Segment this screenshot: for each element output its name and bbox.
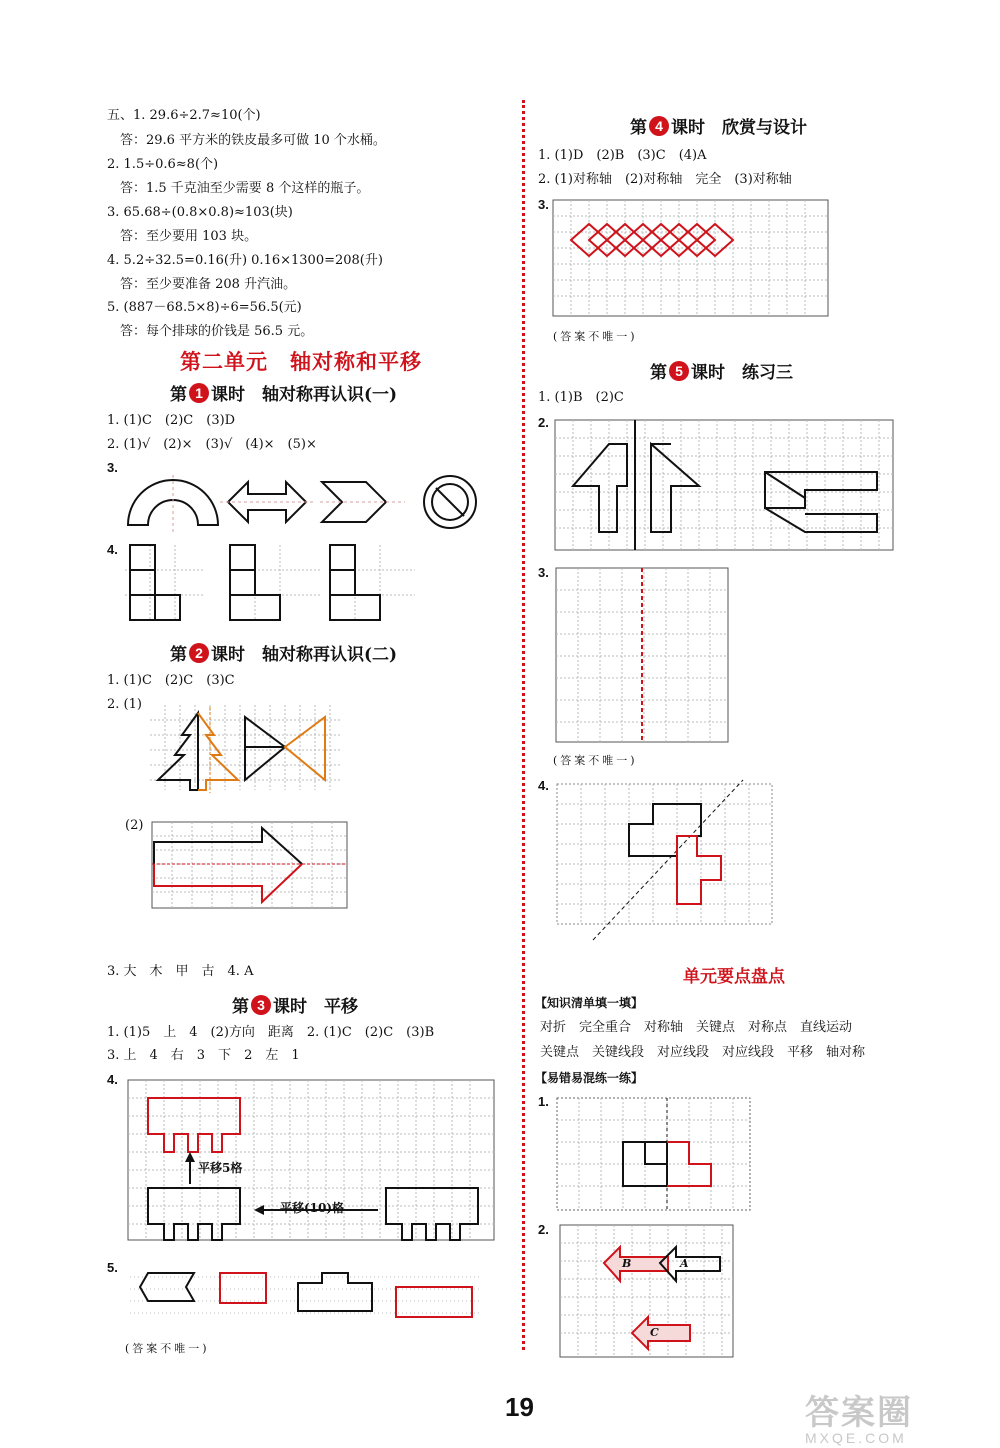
l3-line5: 5. — [107, 1260, 118, 1275]
l1-line2: 2. (1)√ (2)× (3)√ (4)× (5)× — [107, 437, 317, 452]
lesson2-badge: 2 — [189, 643, 209, 663]
l3-up-label: 平移5格 — [198, 1161, 243, 1175]
l5-line3: 3. — [538, 565, 549, 580]
moved-up-shape — [148, 1098, 240, 1152]
l1-q4-grids — [125, 545, 435, 625]
page-number: 19 — [505, 1392, 534, 1422]
summary-line1: 1. — [538, 1094, 549, 1109]
u5-a5: 答：每个排球的价钱是 56.5 元。 — [120, 324, 314, 339]
l3-note: (答案不唯一) — [125, 1342, 210, 1355]
summary-row2: 关键点 关键线段 对应线段 对应线段 平移 轴对称 — [540, 1045, 866, 1060]
lesson5-pre: 第 — [650, 363, 667, 383]
l4-line2: 2. (1)对称轴 (2)对称轴 完全 (3)对称轴 — [538, 172, 792, 187]
lesson2-post: 课时 轴对称再认识(二) — [211, 645, 398, 665]
arrow-red-lower — [154, 864, 302, 902]
lesson4-pre: 第 — [630, 118, 647, 138]
lesson4-heading — [630, 113, 807, 138]
cross-shape — [298, 1273, 372, 1311]
summary-sec2: 【易错易混练一练】 — [535, 1071, 644, 1085]
l3-line1: 1. (1)5 上 4 (2)方向 距离 2. (1)C (2)C (3)B — [107, 1025, 435, 1040]
u5-q2: 2. 1.5÷0.6≈8(个) — [107, 157, 219, 172]
l4-line3: 3. — [538, 197, 549, 212]
u5-a1: 答：29.6 平方米的铁皮最多可做 10 个水桶。 — [120, 133, 386, 148]
lesson1-badge: 1 — [189, 383, 209, 403]
l5-line1: 1. (1)B (2)C — [538, 390, 624, 405]
tree-left-half — [158, 713, 198, 790]
bowtie-left — [245, 717, 285, 780]
lesson3-heading — [232, 992, 358, 1017]
l2-line2: 2. (1) — [107, 697, 142, 712]
summary-row1: 对折 完全重合 对称轴 关键点 对称点 直线运动 — [540, 1020, 853, 1035]
black-shape — [629, 804, 701, 856]
lesson3-badge: 3 — [251, 995, 271, 1015]
summary-line2: 2. — [538, 1222, 549, 1237]
arrow-c-red — [632, 1317, 690, 1349]
l4-q3-grid — [553, 200, 828, 316]
lesson3-pre: 第 — [232, 997, 249, 1017]
lesson5-heading — [650, 358, 793, 383]
l5-line4: 4. — [538, 778, 549, 793]
l3-line4: 4. — [107, 1072, 118, 1087]
l3-left-label: 平移(10)格 — [280, 1201, 345, 1215]
label-b: B — [622, 1257, 632, 1270]
l4-note: (答案不唯一) — [553, 330, 638, 343]
lesson3-post: 课时 平移 — [273, 997, 358, 1017]
lesson1-post: 课时 轴对称再认识(一) — [211, 385, 398, 405]
summary-q1-grid — [557, 1098, 750, 1210]
lesson2-heading — [170, 640, 397, 665]
l5-line2: 2. — [538, 415, 549, 430]
lesson1-heading — [170, 380, 397, 405]
left-arrow-shape — [573, 444, 627, 532]
arrow-b-red — [604, 1247, 668, 1281]
l1-line4: 4. — [107, 542, 118, 557]
u5-q4: 4. 5.2÷32.5=0.16(升) 0.16×1300=208(升) — [107, 253, 383, 268]
original-shape-right — [386, 1188, 478, 1240]
label-a: A — [680, 1257, 689, 1270]
column-divider — [522, 100, 525, 1350]
l2-q2-grid1 — [150, 705, 340, 790]
lesson4-badge: 4 — [649, 116, 669, 136]
u5-a4: 答：至少要准备 208 升汽油。 — [120, 277, 297, 292]
bowtie-right — [285, 717, 325, 780]
tree-right-half — [198, 713, 238, 790]
u5-a2: 答：1.5 千克油至少需要 8 个这样的瓶子。 — [120, 181, 370, 196]
unit2-title: 第二单元 轴对称和平移 — [180, 349, 422, 374]
summary-sec1: 【知识清单填一填】 — [535, 996, 644, 1010]
l3-line2: 3. 上 4 右 3 下 2 左 1 — [107, 1048, 300, 1063]
l2-q2-grid2 — [152, 822, 347, 908]
lesson4-post: 课时 欣赏与设计 — [671, 118, 807, 138]
u5-a3: 答：至少要用 103 块。 — [120, 229, 258, 244]
label-c: C — [650, 1326, 659, 1339]
l5-q4-grid — [557, 780, 772, 940]
lesson1-pre: 第 — [170, 385, 187, 405]
summary-title: 单元要点盘点 — [683, 967, 785, 987]
l2-line1: 1. (1)C (2)C (3)C — [107, 673, 235, 688]
l5-q3-grid — [556, 568, 728, 742]
u5-q3: 3. 65.68÷(0.8×0.8)≈103(块) — [107, 205, 293, 220]
watermark-bottom: MXQE.COM — [805, 1430, 907, 1446]
l4-line1: 1. (1)D (2)B (3)C (4)A — [538, 148, 707, 163]
lesson5-post: 课时 练习三 — [691, 363, 793, 383]
l5-note: (答案不唯一) — [553, 754, 638, 767]
z-shape — [765, 472, 877, 508]
right-arrow-shape — [651, 444, 699, 532]
l1-line3: 3. — [107, 460, 118, 475]
l3-q4-grid — [128, 1080, 494, 1240]
lesson5-badge: 5 — [669, 361, 689, 381]
l1-q3-figures — [120, 470, 490, 540]
l5-q2-grid — [555, 420, 893, 550]
l3-q5-figures — [130, 1265, 480, 1325]
original-shape-left — [148, 1188, 240, 1240]
l2-line2b: (2) — [125, 818, 144, 833]
red-reflected-shape — [677, 836, 721, 904]
lesson2-pre: 第 — [170, 645, 187, 665]
watermark — [805, 1385, 913, 1446]
u5-q5: 5. (887－68.5×8)÷6=56.5(元) — [107, 300, 302, 315]
l1-line1: 1. (1)C (2)C (3)D — [107, 413, 236, 428]
watermark-top: 答案圈 — [805, 1394, 913, 1432]
diamond-chain — [571, 224, 733, 256]
u5-q1: 五、1. 29.6÷2.7≈10(个) — [107, 108, 261, 123]
l2-line3: 3. 大 木 甲 古 4. A — [107, 964, 254, 979]
summary-q2-grid — [560, 1225, 733, 1357]
